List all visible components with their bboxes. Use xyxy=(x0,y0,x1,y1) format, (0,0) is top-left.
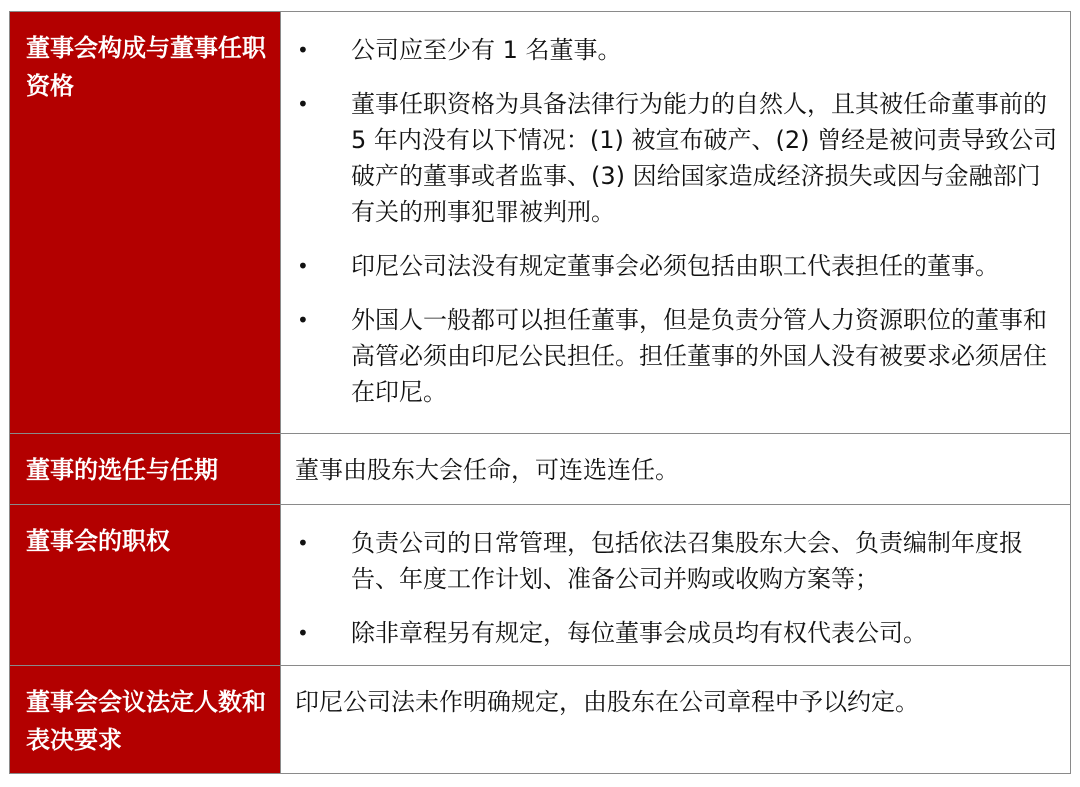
row-content-cell xyxy=(281,434,1071,505)
bullet-icon: • xyxy=(297,531,309,555)
bullet-text: 负责公司的日常管理，包括依法召集股东大会、负责编制年度报告、年度工作计划、准备公司并购或收购方案等； xyxy=(351,529,1023,593)
row-label-cell xyxy=(10,666,281,774)
list-item xyxy=(281,86,1058,230)
row-content-cell xyxy=(281,505,1071,666)
bullet-text: 印尼公司法没有规定董事会必须包括由职工代表担任的董事。 xyxy=(351,252,999,280)
board-of-directors-table xyxy=(9,11,1071,774)
list-item xyxy=(281,248,1058,284)
bullet-icon: • xyxy=(297,621,309,645)
bullet-list xyxy=(281,12,1070,424)
row-text: 董事由股东大会任命，可连选连任。 xyxy=(295,456,679,484)
row-label-cell xyxy=(10,12,281,434)
table-row-meeting-quorum xyxy=(10,666,1071,774)
table-row-board-composition xyxy=(10,12,1071,434)
row-content-cell xyxy=(281,666,1071,774)
bullet-text: 除非章程另有规定，每位董事会成员均有权代表公司。 xyxy=(351,619,927,647)
list-item xyxy=(281,32,1058,68)
list-item xyxy=(281,615,1058,651)
bullet-text: 董事任职资格为具备法律行为能力的自然人，且其被任命董事前的 5 年内没有以下情况：(1) 被宣布破产、(2) 曾经是被问责导致公司破产的董事或者监事、(3) 因给国家造成经济损失或因与金融部门有关的刑事犯罪被判刑。 xyxy=(351,90,1058,226)
table-row-director-election-term xyxy=(10,434,1071,505)
row-label: 董事会的职权 xyxy=(26,527,170,555)
bullet-list xyxy=(281,505,1070,665)
row-label: 董事的选任与任期 xyxy=(26,456,218,484)
row-label-cell xyxy=(10,505,281,666)
table-row-board-powers xyxy=(10,505,1071,666)
list-item xyxy=(281,525,1058,597)
bullet-icon: • xyxy=(297,254,309,278)
bullet-icon: • xyxy=(297,308,309,332)
row-label-cell xyxy=(10,434,281,505)
bullet-icon: • xyxy=(297,38,309,62)
bullet-text: 外国人一般都可以担任董事，但是负责分管人力资源职位的董事和高管必须由印尼公民担任。担任董事的外国人没有被要求必须居住在印尼。 xyxy=(351,306,1047,406)
row-label: 董事会构成与董事任职资格 xyxy=(26,34,266,100)
list-item xyxy=(281,302,1058,410)
row-text: 印尼公司法未作明确规定，由股东在公司章程中予以约定。 xyxy=(295,688,919,716)
row-content-cell xyxy=(281,12,1071,434)
bullet-icon: • xyxy=(297,92,309,116)
row-label: 董事会会议法定人数和表决要求 xyxy=(26,688,266,754)
bullet-text: 公司应至少有 1 名董事。 xyxy=(351,36,622,64)
